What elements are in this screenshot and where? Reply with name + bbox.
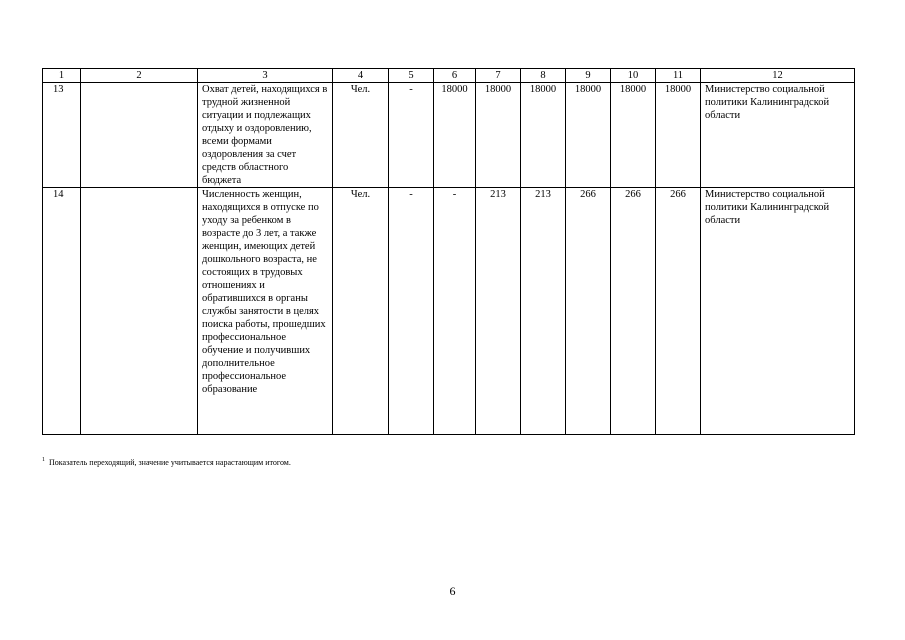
empty-cell [81, 83, 198, 188]
responsible-ministry: Министерство социальной политики Калининградской области [701, 188, 855, 435]
column-header: 6 [434, 69, 476, 83]
column-header: 4 [333, 69, 389, 83]
column-header: 1 [43, 69, 81, 83]
value-cell: - [389, 83, 434, 188]
footnote-mark: 1 [42, 457, 45, 463]
row-number: 13 [43, 83, 81, 188]
value-cell: - [389, 188, 434, 435]
empty-cell [81, 188, 198, 435]
value-cell: 18000 [434, 83, 476, 188]
column-header: 11 [656, 69, 701, 83]
footnote [42, 454, 291, 469]
responsible-ministry: Министерство социальной политики Калининградской области [701, 83, 855, 188]
value-cell: 18000 [656, 83, 701, 188]
column-header: 8 [521, 69, 566, 83]
unit-cell: Чел. [333, 188, 389, 435]
value-cell: 266 [656, 188, 701, 435]
page-number: 6 [449, 584, 456, 598]
column-header: 10 [611, 69, 656, 83]
unit-cell: Чел. [333, 83, 389, 188]
table-row [43, 188, 855, 435]
value-cell: 18000 [566, 83, 611, 188]
table-header-row [43, 69, 855, 83]
value-cell: - [434, 188, 476, 435]
value-cell: 266 [566, 188, 611, 435]
indicator-description: Численность женщин, находящихся в отпуске по уходу за ребенком в возрасте до 3 лет, а также женщин, имеющих детей дошкольного возраста, не состоящих в трудовых отношениях и обратившихся в органы службы занятости в целях поиска работы, прошедших профессиональное обучение и получивших дополнительное профессиональное образование [198, 188, 333, 435]
value-cell: 266 [611, 188, 656, 435]
row-number: 14 [43, 188, 81, 435]
column-header: 9 [566, 69, 611, 83]
column-header: 3 [198, 69, 333, 83]
value-cell: 213 [521, 188, 566, 435]
value-cell: 18000 [611, 83, 656, 188]
value-cell: 213 [476, 188, 521, 435]
table-row [43, 83, 855, 188]
indicator-description: Охват детей, находящихся в трудной жизненной ситуации и подлежащих отдыху и оздоровлению, всеми формами оздоровления за счет средств областного бюджета [198, 83, 333, 188]
column-header: 12 [701, 69, 855, 83]
column-header: 5 [389, 69, 434, 83]
column-header: 7 [476, 69, 521, 83]
value-cell: 18000 [476, 83, 521, 188]
indicators-table [42, 68, 855, 435]
value-cell: 18000 [521, 83, 566, 188]
footnote-text: Показатель переходящий, значение учитывается нарастающим итогом. [49, 458, 291, 467]
column-header: 2 [81, 69, 198, 83]
